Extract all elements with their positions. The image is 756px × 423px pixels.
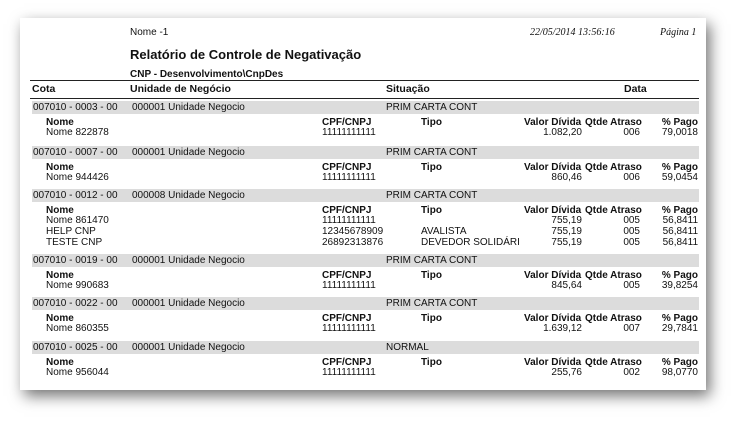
row-cpf: 11111111111: [322, 280, 376, 291]
row-nome: TESTE CNP: [46, 237, 103, 248]
row-nome: Nome 861470: [46, 215, 109, 226]
row-nome: Nome 944426: [46, 172, 109, 183]
row-qtde: 002: [623, 367, 640, 378]
row-pago: 79,0018: [661, 127, 698, 138]
detail-header-pago: % Pago: [661, 117, 698, 128]
group-cota: 007010 - 0012 - 00: [33, 190, 118, 201]
detail-header-qtde: Qtde Atraso: [585, 313, 642, 324]
group-situacao: PRIM CARTA CONT: [386, 190, 478, 201]
detail-header-nome: Nome: [46, 357, 74, 368]
group-unidade: 000008 Unidade Negocio: [132, 190, 245, 201]
detail-header-valor: Valor Dívida: [524, 357, 582, 368]
detail-header-pago: % Pago: [661, 357, 698, 368]
row-pago: 56,8411: [662, 226, 698, 237]
header-rule: [30, 80, 699, 81]
group-cota: 007010 - 0007 - 00: [33, 147, 118, 158]
detail-header-pago: % Pago: [661, 162, 698, 173]
detail-header-nome: Nome: [46, 117, 74, 128]
group-situacao: PRIM CARTA CONT: [386, 255, 478, 266]
detail-header-cpf: CPF/CNPJ: [322, 117, 372, 128]
row-valor: 1.639,12: [543, 323, 582, 334]
report-subtitle: CNP - Desenvolvimento\CnpDes: [130, 69, 284, 80]
group-cota: 007010 - 0025 - 00: [33, 342, 118, 353]
row-cpf: 12345678909: [322, 226, 384, 237]
row-pago: 56,8411: [662, 237, 698, 248]
group-situacao: NORMAL: [386, 342, 429, 353]
group-unidade: 000001 Unidade Negocio: [132, 102, 245, 113]
row-qtde: 006: [623, 127, 640, 138]
row-nome: Nome 860355: [46, 323, 109, 334]
report-datetime: 22/05/2014 13:56:16: [530, 27, 615, 38]
row-nome: Nome 990683: [46, 280, 109, 291]
detail-header-valor: Valor Dívida: [524, 270, 582, 281]
row-qtde: 005: [623, 280, 640, 291]
detail-header-cpf: CPF/CNPJ: [322, 205, 372, 216]
col-unidade: Unidade de Negócio: [130, 83, 231, 95]
row-cpf: 11111111111: [322, 367, 376, 378]
detail-header-qtde: Qtde Atraso: [585, 205, 642, 216]
detail-header-valor: Valor Dívida: [524, 313, 582, 324]
detail-header-nome: Nome: [46, 313, 74, 324]
detail-header-cpf: CPF/CNPJ: [322, 270, 372, 281]
row-valor: 845,64: [551, 280, 582, 291]
row-valor: 755,19: [551, 226, 582, 237]
row-qtde: 005: [623, 226, 640, 237]
detail-header-pago: % Pago: [661, 313, 698, 324]
row-tipo: DEVEDOR SOLIDÁRI: [421, 237, 520, 248]
detail-header-cpf: CPF/CNPJ: [322, 162, 372, 173]
detail-header-tipo: Tipo: [421, 117, 442, 128]
detail-header-cpf: CPF/CNPJ: [322, 357, 372, 368]
group-unidade: 000001 Unidade Negocio: [132, 255, 245, 266]
row-valor: 255,76: [551, 367, 582, 378]
detail-header-tipo: Tipo: [421, 313, 442, 324]
row-qtde: 006: [623, 172, 640, 183]
row-valor: 1.082,20: [543, 127, 582, 138]
row-qtde: 005: [623, 237, 640, 248]
row-valor: 755,19: [551, 237, 582, 248]
detail-header-pago: % Pago: [661, 270, 698, 281]
row-pago: 59,0454: [661, 172, 698, 183]
group-unidade: 000001 Unidade Negocio: [132, 342, 245, 353]
row-valor: 755,19: [551, 215, 582, 226]
col-situacao: Situação: [386, 83, 430, 95]
detail-header-nome: Nome: [46, 162, 74, 173]
report-title: Relatório de Controle de Negativação: [130, 47, 362, 62]
detail-header-tipo: Tipo: [421, 205, 442, 216]
detail-header-qtde: Qtde Atraso: [585, 162, 642, 173]
detail-header-nome: Nome: [46, 205, 74, 216]
report-page: [20, 18, 706, 390]
detail-header-qtde: Qtde Atraso: [585, 270, 642, 281]
page-number: Página 1: [660, 27, 697, 38]
group-situacao: PRIM CARTA CONT: [386, 298, 478, 309]
detail-header-tipo: Tipo: [421, 162, 442, 173]
group-cota: 007010 - 0022 - 00: [33, 298, 118, 309]
detail-header-valor: Valor Dívida: [524, 205, 582, 216]
group-unidade: 000001 Unidade Negocio: [132, 147, 245, 158]
columns-rule: [30, 98, 699, 99]
row-pago: 98,0770: [661, 367, 698, 378]
col-cota: Cota: [32, 83, 56, 95]
detail-header-qtde: Qtde Atraso: [585, 117, 642, 128]
detail-header-pago: % Pago: [661, 205, 698, 216]
row-qtde: 005: [623, 215, 640, 226]
row-nome: Nome 822878: [46, 127, 109, 138]
group-cota: 007010 - 0003 - 00: [33, 102, 118, 113]
row-cpf: 11111111111: [322, 323, 376, 334]
row-cpf: 26892313876: [322, 237, 384, 248]
col-data: Data: [624, 83, 647, 95]
group-unidade: 000001 Unidade Negocio: [132, 298, 245, 309]
detail-header-nome: Nome: [46, 270, 74, 281]
row-cpf: 11111111111: [322, 215, 376, 226]
row-nome: HELP CNP: [46, 226, 96, 237]
row-nome: Nome 956044: [46, 367, 109, 378]
group-cota: 007010 - 0019 - 00: [33, 255, 118, 266]
row-tipo: AVALISTA: [421, 226, 467, 237]
detail-header-tipo: Tipo: [421, 270, 442, 281]
row-pago: 56,8411: [662, 215, 698, 226]
detail-header-qtde: Qtde Atraso: [585, 357, 642, 368]
detail-header-valor: Valor Dívida: [524, 162, 582, 173]
group-situacao: PRIM CARTA CONT: [386, 102, 478, 113]
detail-header-valor: Valor Dívida: [524, 117, 582, 128]
detail-header-tipo: Tipo: [421, 357, 442, 368]
report-user-name: Nome -1: [130, 27, 169, 38]
detail-header-cpf: CPF/CNPJ: [322, 313, 372, 324]
row-cpf: 11111111111: [322, 127, 376, 138]
row-pago: 39,8254: [661, 280, 698, 291]
group-situacao: PRIM CARTA CONT: [386, 147, 478, 158]
row-qtde: 007: [623, 323, 640, 334]
row-valor: 860,46: [551, 172, 582, 183]
row-cpf: 11111111111: [322, 172, 376, 183]
row-pago: 29,7841: [661, 323, 698, 334]
